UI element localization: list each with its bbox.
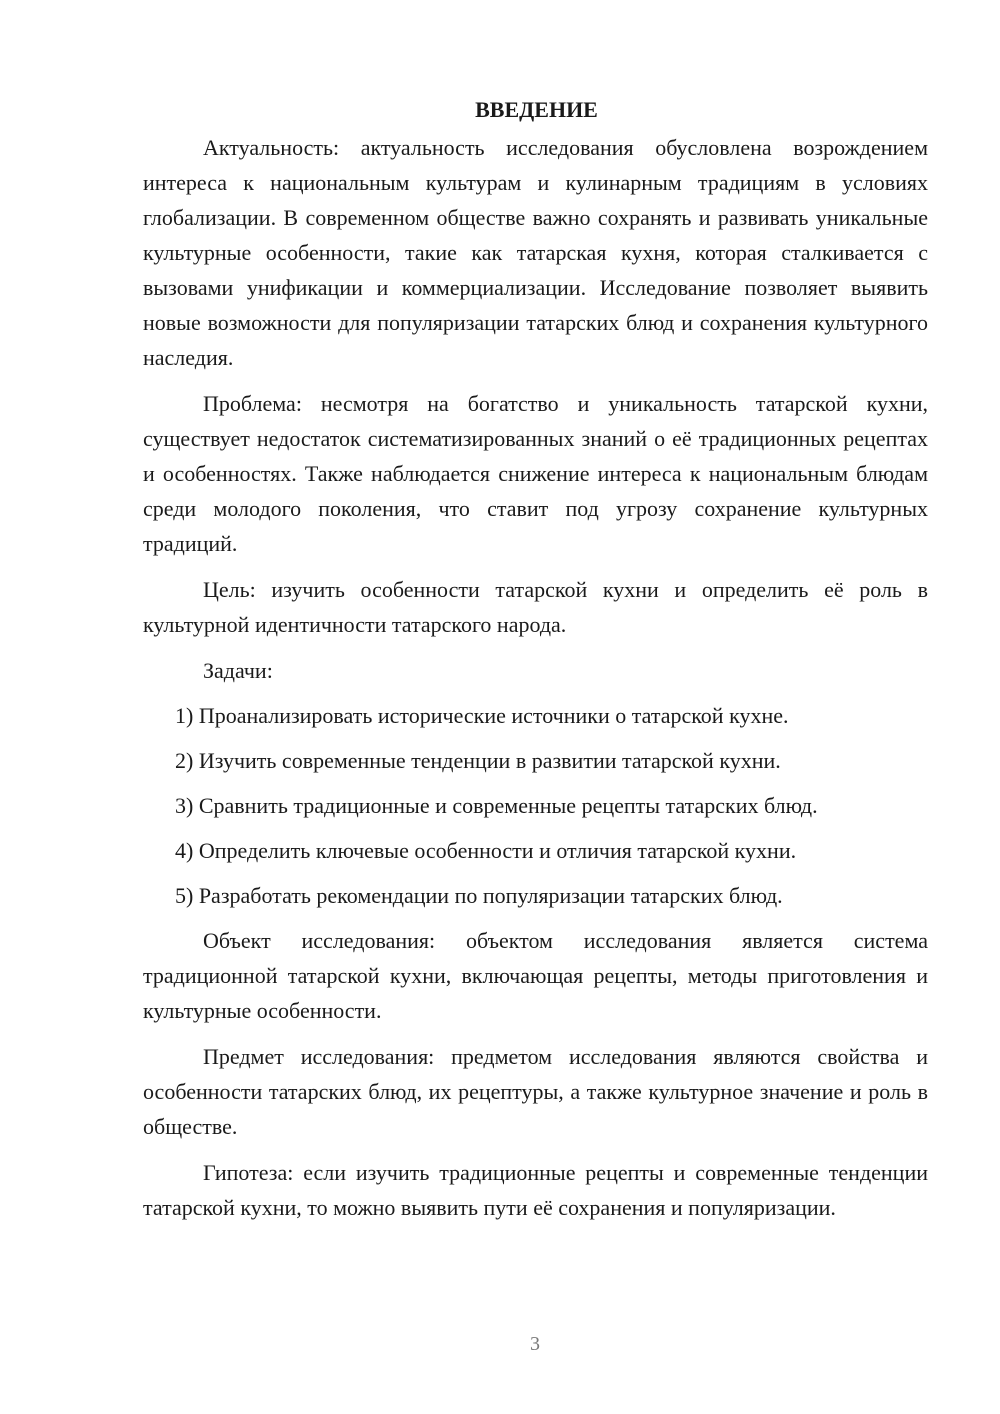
goal-paragraph: Цель: изучить особенности татарской кухни и определить её роль в культурной идентичности татарского народа.: [143, 577, 928, 637]
object-paragraph: Объект исследования: объектом исследования является система традиционной татарской кухни, включающая рецепты, методы приготовления и культурные особенности.: [143, 928, 928, 1023]
subject-paragraph: Предмет исследования: предметом исследования являются свойства и особенности татарских блюд, их рецептуры, а также культурное значение и роль в обществе.: [143, 1044, 928, 1139]
section-title: ВВЕДЕНИЕ: [475, 97, 598, 122]
problem-paragraph: Проблема: несмотря на богатство и уникальность татарской кухни, существует недостаток систематизированных знаний о её традиционных рецептах и особенностях. Также наблюдается снижение интереса к национальным блюдам среди молодого поколения, что ставит под угрозу сохранение культурных традиций.: [143, 391, 928, 556]
task-item: 4) Определить ключевые особенности и отличия татарской кухни.: [175, 838, 797, 863]
task-item: 2) Изучить современные тенденции в развитии татарской кухни.: [175, 748, 781, 773]
task-item: 1) Проанализировать исторические источники о татарской кухне.: [175, 703, 789, 728]
task-item: 3) Сравнить традиционные и современные рецепты татарских блюд.: [175, 793, 818, 818]
tasks-label: Задачи:: [203, 658, 273, 683]
page-number: 3: [530, 1333, 540, 1355]
relevance-paragraph: Актуальность: актуальность исследования обусловлена возрождением интереса к национальным культурам и кулинарным традициям в условиях глобализации. В современном обществе важно сохранять и развивать уникальные культурные особенности, такие как татарская кухня, которая сталкивается с вызовами унификации и коммерциализации. Исследование позволяет выявить новые возможности для популяризации татарских блюд и сохранения культурного наследия.: [143, 135, 928, 370]
hypothesis-paragraph: Гипотеза: если изучить традиционные рецепты и современные тенденции татарской кухни, то можно выявить пути её сохранения и популяризации.: [143, 1160, 928, 1220]
document-page: [143, 92, 928, 1236]
tasks-list: [143, 698, 928, 913]
task-item: 5) Разработать рекомендации по популяризации татарских блюд.: [175, 883, 783, 908]
